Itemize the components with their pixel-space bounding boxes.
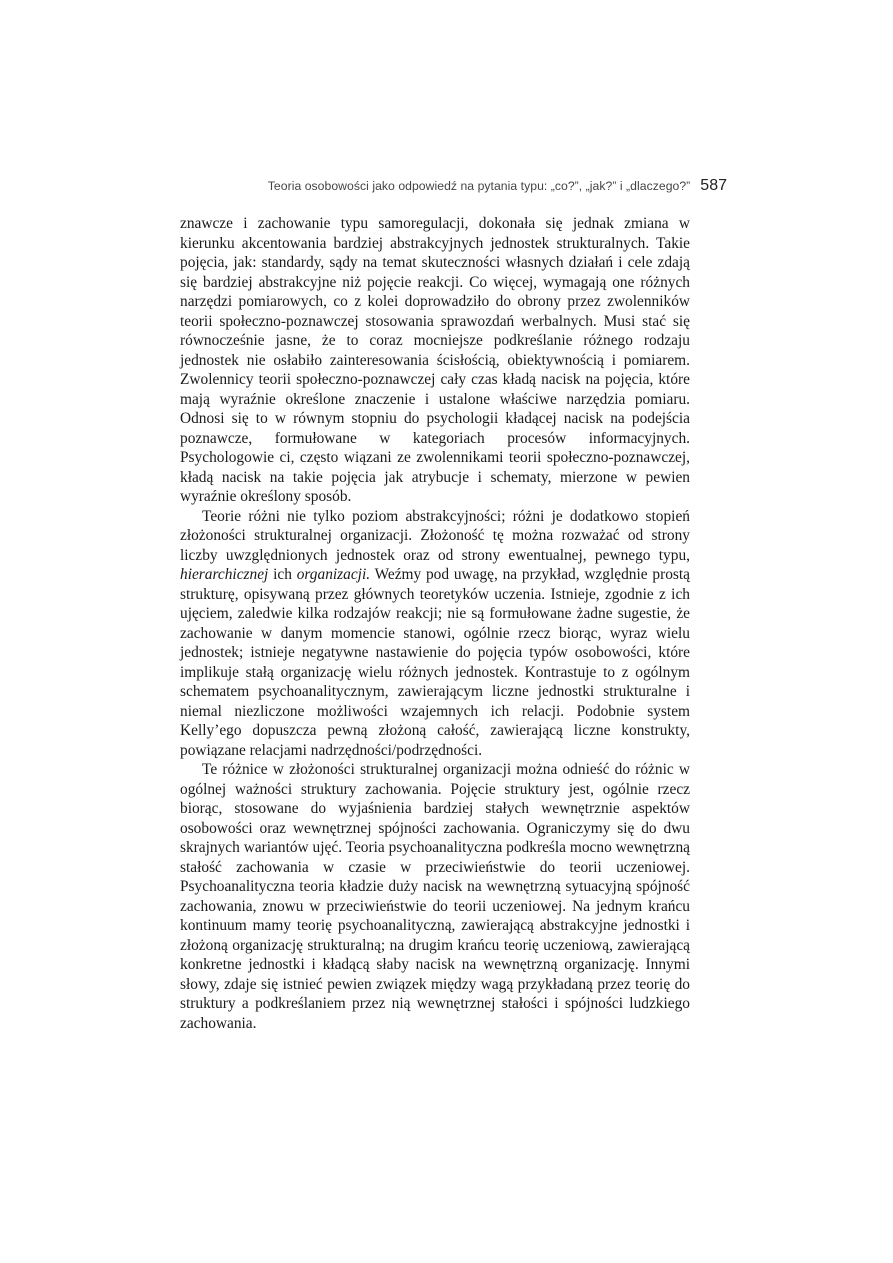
paragraph-2: [180, 507, 690, 761]
paragraph-2-italic-organizacji: organizacji.: [296, 566, 371, 583]
running-header: [180, 177, 727, 199]
page-number: 587: [700, 177, 727, 194]
paragraph-2-text-a: Teorie różni nie tylko poziom abstrakcyjności; różni je dodatkowo stopień złożoności strukturalnej organizacji. Złożoność tę można rozważać od strony liczby uwzględnionych jednostek oraz od strony ewentualnej, pewnego typu,: [180, 507, 690, 564]
paragraph-3: Te różnice w złożoności strukturalnej organizacji można odnieść do różnic w ogólnej ważności struktury zachowania. Pojęcie struktury jest, ogólnie rzecz biorąc, stosowane do wyjaśnienia bardziej stałych wewnętrznie aspektów osobowości oraz wewnętrznej spójności zachowania. Ograniczymy się do dwu skrajnych wariantów ujęć. Teoria psychoanalityczna podkreśla mocno wewnętrzną stałość zachowania w czasie w przeciwieństwie do teorii uczeniowej. Psychoanalityczna teoria kładzie duży nacisk na wewnętrzną sytuacyjną spójność zachowania, znowu w przeciwieństwie do teorii uczeniowej. Na jednym krańcu kontinuum mamy teorię psychoanalityczną, zawierającą abstrakcyjne jednostki i złożoną organizację strukturalną; na drugim krańcu teorię uczeniową, zawierającą konkretne jednostki i kładącą słaby nacisk na wewnętrzną organizację. Innymi słowy, zdaje się istnieć pewien związek między wagą przykładaną przez teorię do struktury a podkreślaniem przez nią wewnętrznej stałości i spójności ludzkiego zachowania.: [180, 761, 690, 1032]
paragraph-2-text-b: ich: [268, 566, 297, 583]
body-text: [180, 214, 690, 1033]
paragraph-2-text-c: Weźmy pod uwagę, na przykład, względnie prostą strukturę, opisywaną przez głównych teoretyków uczenia. Istnieje, zgodnie z ich ujęciem, zaledwie kilka rodzajów reakcji; nie są formułowane żadne sugestie, że zachowanie w danym momencie stanowi, ogólnie rzecz biorąc, wyraz wielu jednostek; istnieje negatywne nastawienie do pojęcia typów osobowości, które implikuje stałą organizację wielu różnych jednostek. Kontrastuje to z ogólnym schematem psychoanalitycznym, zawierającym liczne jednostki strukturalne i niemal niezliczone możliwości wzajemnych ich relacji. Podobnie system Kelly’ego dopuszcza pewną złożoną całość, zawierającą liczne konstrukty, powiązane relacjami nadrzędności/podrzędności.: [180, 566, 690, 759]
paragraph-1: znawcze i zachowanie typu samoregulacji, dokonała się jednak zmiana w kierunku akcentowania bardziej abstrakcyjnych jednostek strukturalnych. Takie pojęcia, jak: standardy, sądy na temat skuteczności własnych działań i cele zdają się bardziej abstrakcyjne niż pojęcie reakcji. Co więcej, wymagają one różnych narzędzi pomiarowych, co z kolei doprowadziło do obrony przez zwolenników teorii społeczno-poznawczej stosowania sprawozdań werbalnych. Musi stać się równocześnie jasne, że to coraz mocniejsze podkreślanie różnego rodzaju jednostek nie osłabiło zainteresowania ścisłością, obiektywnością i pomiarem. Zwolennicy teorii społeczno-poznawczej cały czas kładą nacisk na pojęcia, które mają wyraźnie określone znaczenie i ustalone właściwe narzędzia pomiaru. Odnosi się to w równym stopniu do psychologii kładącej nacisk na podejścia poznawcze, formułowane w kategoriach procesów informacyjnych. Psychologowie ci, często wiązani ze zwolennikami teorii społeczno-poznawczej, kładą nacisk na takie pojęcia jak atrybucje i schematy, mierzone w pewien wyraźnie określony sposób.: [180, 215, 690, 505]
running-title: Teoria osobowości jako odpowiedź na pytania typu: „co?”, „jak?” i „dlaczego?”: [267, 179, 691, 193]
paragraph-2-italic-hierarchicznej: hierarchicznej: [180, 566, 269, 583]
